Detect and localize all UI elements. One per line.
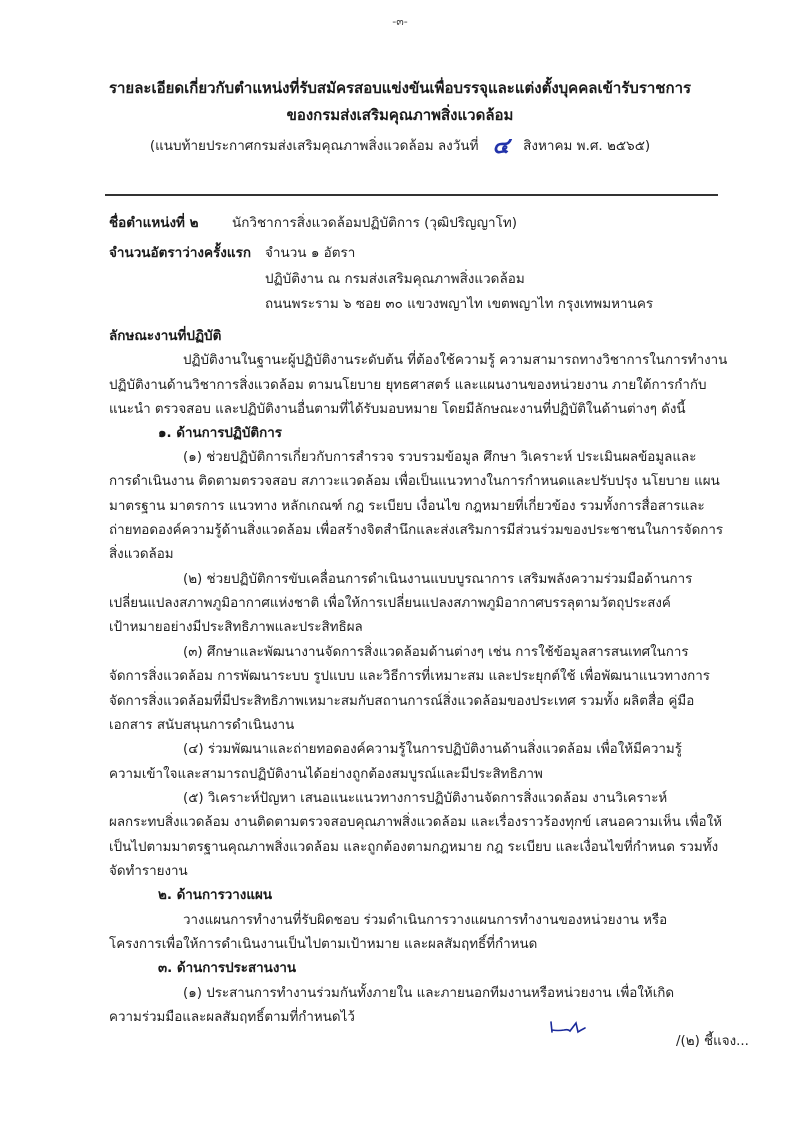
section-heading-planning: ๒. ด้านการวางแผน <box>158 888 272 903</box>
continuation-marker: /(๒) ชี้แจง... <box>676 1034 749 1049</box>
item-line: สิ่งแวดล้อม <box>109 547 174 562</box>
vacancy-label: จำนวนอัตราว่างครั้งแรก <box>109 245 251 261</box>
item-line: (๒) ช่วยปฏิบัติการขับเคลื่อนการดำเนินงานแบบบูรณาการ เสริมพลังความร่วมมือด้านการ <box>183 572 693 587</box>
item-line: (๑) ประสานการทำงานร่วมกันทั้งภายใน และภายนอกทีมงานหรือหน่วยงาน เพื่อให้เกิด <box>183 986 675 1001</box>
vacancy-count: จำนวน ๑ อัตรา <box>265 245 356 261</box>
item-line: ความเข้าใจและสามารถปฏิบัติงานได้อย่างถูกต้องสมบูรณ์และมีประสิทธิภาพ <box>109 767 543 782</box>
item-line: (๓) ศึกษาและพัฒนางานจัดการสิ่งแวดล้อมด้านต่างๆ เช่น การใช้ข้อมูลสารสนเทศในการ <box>183 645 689 660</box>
item-line: การดำเนินงาน ติดตามตรวจสอบ สภาวะแวดล้อม เพื่อเป็นแนวทางในการกำหนดและปรับปรุง นโยบาย แผน <box>109 474 720 489</box>
item-line: เปลี่ยนแปลงสภาพภูมิอากาศแห่งชาติ เพื่อให้การเปลี่ยนแปลงสภาพภูมิอากาศบรรลุตามวัตถุประสงค์ <box>109 596 671 611</box>
intro-line: ปฏิบัติงานด้านวิชาการสิ่งแวดล้อม ตามนโยบาย ยุทธศาสตร์ และแผนงานของหน่วยงาน ภายใต้การกำกับ <box>109 378 707 393</box>
document-subtitle <box>0 128 800 163</box>
section-heading-coordination: ๓. ด้านการประสานงาน <box>158 961 297 976</box>
document-title-line-1: รายละเอียดเกี่ยวกับตำแหน่งที่รับสมัครสอบแข่งขันเพื่อบรรจุและแต่งตั้งบุคคลเข้ารับราชการ <box>108 79 692 97</box>
handwritten-day: ๔ <box>492 134 510 159</box>
item-line: เป้าหมายอย่างมีประสิทธิภาพและประสิทธิผล <box>109 620 363 635</box>
item-line: (๔) ร่วมพัฒนาและถ่ายทอดองค์ความรู้ในการปฏิบัติงานด้านสิ่งแวดล้อม เพื่อให้มีความรู้ <box>183 742 682 757</box>
subtitle-prefix: (แนบท้ายประกาศกรมส่งเสริมคุณภาพสิ่งแวดล้อม ลงวันที่ <box>149 138 479 154</box>
item-line: วางแผนการทำงานที่รับผิดชอบ ร่วมดำเนินการวางแผนการทำงานของหน่วยงาน หรือ <box>183 913 668 928</box>
position-name-value: นักวิชาการสิ่งแวดล้อมปฏิบัติการ (วุฒิปริญญาโท) <box>232 215 518 231</box>
job-description-heading: ลักษณะงานที่ปฏิบัติ <box>109 328 222 344</box>
item-line: ถ่ายทอดองค์ความรู้ด้านสิ่งแวดล้อม เพื่อสร้างจิตสำนึกและส่งเสริมการมีส่วนร่วมของประชาชนในการจัดการ <box>109 523 724 538</box>
item-line: ความร่วมมือและผลสัมฤทธิ์ตามที่กำหนดไว้ <box>109 1010 355 1025</box>
work-location: ปฏิบัติงาน ณ กรมส่งเสริมคุณภาพสิ่งแวดล้อม <box>265 271 525 287</box>
position-name-label: ชื่อตำแหน่งที่ ๒ <box>109 215 199 231</box>
item-line: (๑) ช่วยปฏิบัติการเกี่ยวกับการสำรวจ รวบรวมข้อมูล ศึกษา วิเคราะห์ ประเมินผลข้อมูลและ <box>183 450 697 465</box>
item-line: จัดการสิ่งแวดล้อม การพัฒนาระบบ รูปแบบ และวิธีการที่เหมาะสม และประยุกต์ใช้ เพื่อพัฒนาแนวทางการ <box>109 669 710 684</box>
section-heading-operations: ๑. ด้านการปฏิบัติการ <box>158 426 282 441</box>
item-line: เป็นไปตามมาตรฐานคุณภาพสิ่งแวดล้อม และถูกต้องตามกฎหมาย กฎ ระเบียบ และเงื่อนไขที่กำหนด รวมทั้ง <box>109 840 719 855</box>
item-line: ผลกระทบสิ่งแวดล้อม งานติดตามตรวจสอบคุณภาพสิ่งแวดล้อม และเรื่องราวร้องทุกข์ เสนอความเห็น เพื่อให้ <box>109 815 722 830</box>
item-line: เอกสาร สนับสนุนการดำเนินงาน <box>109 718 295 733</box>
subtitle-suffix: สิงหาคม พ.ศ. ๒๕๖๕) <box>523 138 651 154</box>
item-line: มาตรฐาน มาตรการ แนวทาง หลักเกณฑ์ กฎ ระเบียบ เงื่อนไข กฎหมายที่เกี่ยวข้อง รวมทั้งการสื่อสารและ <box>109 499 705 514</box>
header-divider <box>105 194 718 196</box>
item-line: จัดทำรายงาน <box>109 864 188 879</box>
intro-line: ปฏิบัติงานในฐานะผู้ปฏิบัติงานระดับต้น ที่ต้องใช้ความรู้ ความสามารถทางวิชาการในการทำงาน <box>183 353 728 368</box>
intro-line: แนะนำ ตรวจสอบ และปฏิบัติงานอื่นตามที่ได้รับมอบหมาย โดยมีลักษณะงานที่ปฏิบัติในด้านต่างๆ ดังนี้ <box>109 402 686 417</box>
signature-initials <box>548 1018 588 1036</box>
item-line: จัดการสิ่งแวดล้อมที่มีประสิทธิภาพเหมาะสมกับสถานการณ์สิ่งแวดล้อมของประเทศ รวมทั้ง ผลิตสื่อ คู่มือ <box>109 694 695 709</box>
work-address: ถนนพระราม ๖ ซอย ๓๐ แขวงพญาไท เขตพญาไท กรุงเทพมหานคร <box>265 296 654 312</box>
page-number: -๓- <box>392 15 408 28</box>
document-title-line-2: ของกรมส่งเสริมคุณภาพสิ่งแวดล้อม <box>286 106 514 124</box>
item-line: (๕) วิเคราะห์ปัญหา เสนอแนะแนวทางการปฏิบัติงานจัดการสิ่งแวดล้อม งานวิเคราะห์ <box>183 791 668 806</box>
item-line: โครงการเพื่อให้การดำเนินงานเป็นไปตามเป้าหมาย และผลสัมฤทธิ์ที่กำหนด <box>109 937 538 952</box>
